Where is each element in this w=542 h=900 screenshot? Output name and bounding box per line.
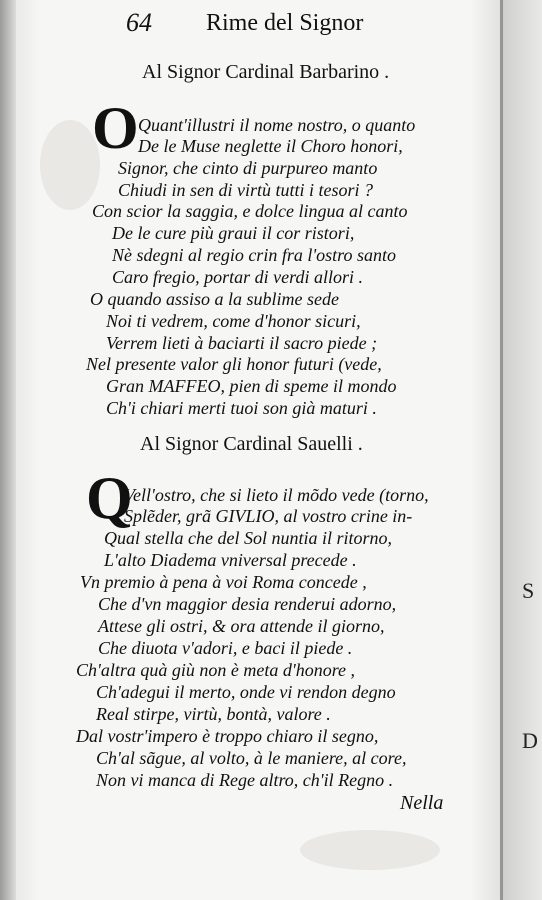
verse-line: Quant'illustri il nome nostro, o quanto: [138, 115, 416, 135]
verse-line: Vn premio à pena à voi Roma concede ,: [80, 572, 367, 592]
poem-title: Al Signor Cardinal Sauelli .: [140, 433, 363, 455]
page-number: 64: [126, 8, 152, 37]
verse-line: Gran MAFFEO, pien di speme il mondo: [106, 376, 397, 396]
verse-line: Signor, che cinto di purpureo manto: [118, 158, 378, 178]
verse-line: De le cure più graui il cor ristori,: [112, 223, 355, 243]
verse-line: Nè sdegni al regio crin fra l'ostro santo: [112, 245, 397, 265]
verse-line: Qual stella che del Sol nuntia il ritorno,: [104, 528, 392, 548]
paper-stain: [300, 830, 440, 870]
binding-gutter: [0, 0, 16, 900]
verse-line: Non vi manca di Rege altro, ch'il Regno .: [96, 770, 394, 790]
verse-line: Ch'i chiari merti tuoi son già maturi .: [106, 398, 377, 418]
drop-cap: O: [92, 95, 139, 161]
verse-line: Con scior la saggia, e dolce lingua al canto: [92, 201, 408, 221]
drop-cap: Q: [86, 465, 133, 531]
facing-page-glyph: D: [522, 728, 538, 753]
verse-line: Noi ti vedrem, come d'honor sicuri,: [106, 311, 361, 331]
verse-line: Verrem lieti à baciarti il sacro piede ;: [106, 333, 378, 353]
verse-line: Real stirpe, virtù, bontà, valore .: [96, 704, 331, 724]
verse-line: Nel presente valor gli honor futuri (vede,: [86, 354, 382, 374]
poem-title: Al Signor Cardinal Barbarino .: [142, 61, 390, 83]
verse-line: Chiudi in sen di virtù tutti i tesori ?: [118, 180, 374, 200]
verse-line: Vell'ostro, che si lieto il mõdo vede (torno,: [124, 485, 429, 505]
catchword: Nella: [400, 792, 444, 814]
verse-line: De le Muse neglette il Choro honori,: [138, 136, 403, 156]
verse-line: Ch'altra quà giù non è meta d'honore ,: [76, 660, 356, 680]
running-head: [0, 8, 542, 48]
verse-line: Caro fregio, portar di verdi allori .: [112, 267, 364, 287]
verse-line: L'alto Diadema vniversal precede .: [104, 550, 357, 570]
verse-line: Ch'al sãgue, al volto, à le maniere, al core,: [96, 748, 407, 768]
verse-line: Splẽder, grã GIVLIO, al vostro crine in-: [124, 506, 413, 526]
verse-line: Che diuota v'adori, e baci il piede .: [98, 638, 353, 658]
verse-line: O quando assiso a la sublime sede: [90, 289, 339, 309]
facing-page-glyph: S: [522, 578, 535, 603]
verse-line: Che d'vn maggior desia renderui adorno,: [98, 594, 397, 614]
paper-stain: [40, 120, 100, 210]
facing-page-edge: [503, 0, 542, 900]
verse-line: Dal vostr'impero è troppo chiaro il segno,: [76, 726, 379, 746]
verse-line: Attese gli ostri, & ora attende il giorno,: [98, 616, 385, 636]
running-title: Rime del Signor: [206, 10, 364, 36]
verse-line: Ch'adegui il merto, onde vi rendon degno: [96, 682, 396, 702]
